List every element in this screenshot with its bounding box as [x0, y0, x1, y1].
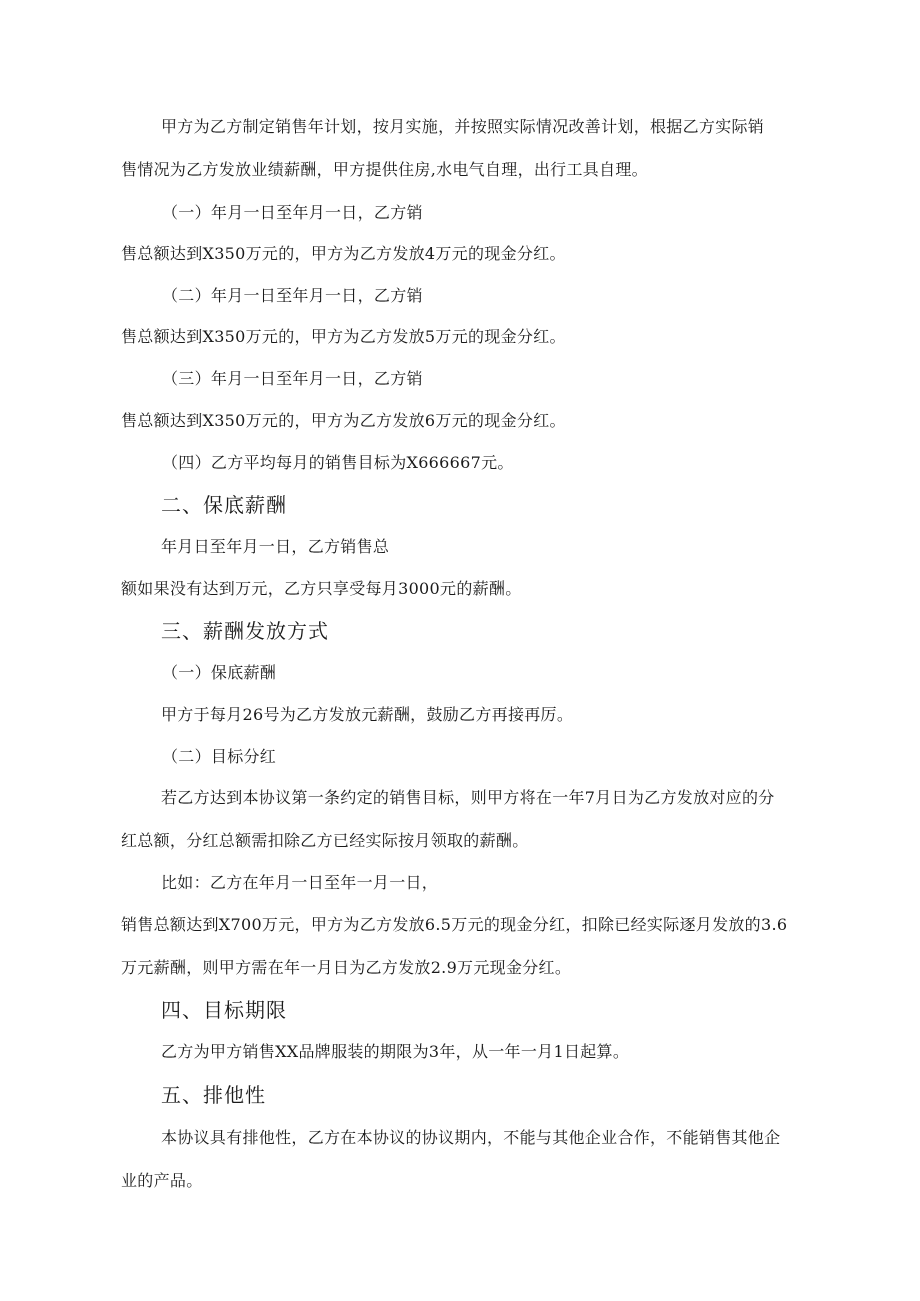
- sub-heading: （一）保底薪酬: [162, 663, 277, 682]
- paragraph-line: 比如：乙方在年月一日至年一月一日，: [161, 873, 439, 892]
- clause-item-2: （二）年月一日至年月一日，乙方销: [162, 286, 423, 305]
- paragraph-line: 售总额达到X350万元的，甲方为乙方发放6万元的现金分红。: [121, 411, 566, 430]
- clause-item-4: （四）乙方平均每月的销售目标为X666667元。: [162, 453, 514, 472]
- paragraph-line: 甲方为乙方制定销售年计划，按月实施，并按照实际情况改善计划，根据乙方实际销: [161, 117, 765, 136]
- paragraph-line: 甲方于每月26号为乙方发放元薪酬，鼓励乙方再接再厉。: [161, 705, 574, 724]
- section-heading-4: 四、目标期限: [161, 998, 287, 1022]
- section-heading-2: 二、保底薪酬: [161, 493, 287, 517]
- paragraph-line: 销售总额达到X700万元，甲方为乙方发放6.5万元的现金分红，扣除已经实际逐月发放的3.6: [121, 915, 788, 934]
- paragraph-line: 本协议具有排他性，乙方在本协议的协议期内，不能与其他企业合作，不能销售其他企: [161, 1128, 781, 1147]
- section-heading-3: 三、薪酬发放方式: [161, 619, 329, 643]
- paragraph-line: 售总额达到X350万元的，甲方为乙方发放5万元的现金分红。: [121, 327, 566, 346]
- paragraph-line: 售总额达到X350万元的，甲方为乙方发放4万元的现金分红。: [121, 244, 566, 263]
- paragraph-line: 售情况为乙方发放业绩薪酬，甲方提供住房,水电气自理，出行工具自理。: [121, 160, 648, 179]
- section-heading-5: 五、排他性: [161, 1083, 266, 1107]
- clause-item-1: （一）年月一日至年月一日，乙方销: [162, 203, 423, 222]
- paragraph-line: 乙方为甲方销售XX品牌服装的期限为3年，从一年一月1日起算。: [161, 1042, 630, 1061]
- paragraph-line: 额如果没有达到万元，乙方只享受每月3000元的薪酬。: [121, 579, 522, 598]
- paragraph-line: 若乙方达到本协议第一条约定的销售目标，则甲方将在一年7月日为乙方发放对应的分: [161, 788, 775, 807]
- clause-item-3: （三）年月一日至年月一日，乙方销: [162, 369, 423, 388]
- paragraph-line: 万元薪酬，则甲方需在年一月日为乙方发放2.9万元现金分红。: [121, 958, 572, 977]
- sub-heading: （二）目标分红: [162, 747, 277, 766]
- paragraph-line: 业的产品。: [121, 1171, 203, 1190]
- paragraph-line: 红总额，分红总额需扣除乙方已经实际按月领取的薪酬。: [121, 831, 529, 850]
- paragraph-line: 年月日至年月一日，乙方销售总: [161, 537, 390, 556]
